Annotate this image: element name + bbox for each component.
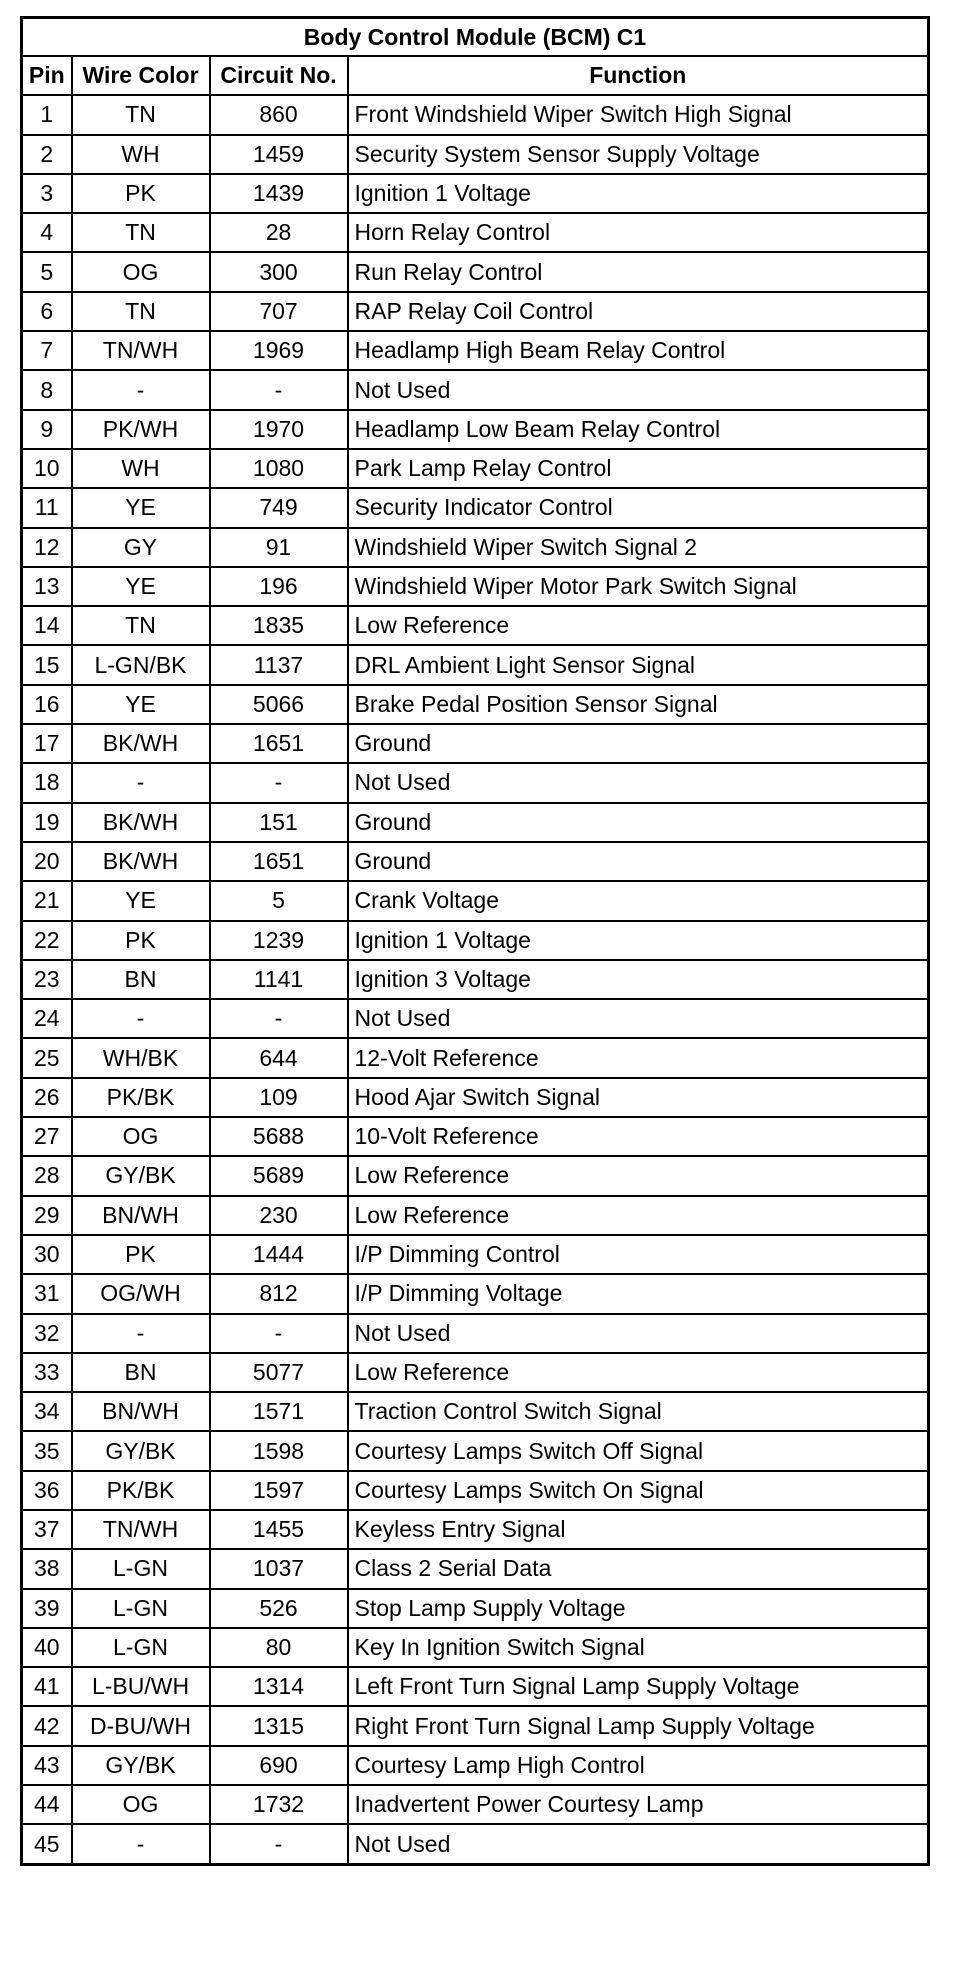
wire-color-cell: - <box>72 1314 210 1353</box>
wire-color-cell: YE <box>72 881 210 920</box>
wire-color-cell: PK/WH <box>72 410 210 449</box>
header-wire-color: Wire Color <box>72 56 210 95</box>
function-cell: Keyless Entry Signal <box>348 1510 929 1549</box>
circuit-cell: 644 <box>210 1038 348 1077</box>
circuit-cell: 1455 <box>210 1510 348 1549</box>
wire-color-cell: L-GN/BK <box>72 645 210 684</box>
pin-cell: 22 <box>22 921 72 960</box>
wire-color-cell: YE <box>72 685 210 724</box>
pin-cell: 34 <box>22 1392 72 1431</box>
function-cell: Right Front Turn Signal Lamp Supply Voltage <box>348 1706 929 1745</box>
pin-cell: 7 <box>22 331 72 370</box>
wire-color-cell: PK <box>72 921 210 960</box>
wire-color-cell: BN <box>72 960 210 999</box>
table-row <box>22 174 929 213</box>
table-row <box>22 1589 929 1628</box>
circuit-cell: 5066 <box>210 685 348 724</box>
wire-color-cell: TN <box>72 95 210 134</box>
circuit-cell: 28 <box>210 213 348 252</box>
wire-color-cell: PK <box>72 174 210 213</box>
function-cell: Low Reference <box>348 1196 929 1235</box>
pin-cell: 17 <box>22 724 72 763</box>
function-cell: Ground <box>348 803 929 842</box>
circuit-cell: 1141 <box>210 960 348 999</box>
pin-cell: 44 <box>22 1785 72 1824</box>
pin-cell: 23 <box>22 960 72 999</box>
wire-color-cell: - <box>72 763 210 802</box>
circuit-cell: 1315 <box>210 1706 348 1745</box>
wire-color-cell: TN <box>72 606 210 645</box>
function-cell: RAP Relay Coil Control <box>348 292 929 331</box>
table-row <box>22 528 929 567</box>
wire-color-cell: BK/WH <box>72 842 210 881</box>
table-row <box>22 960 929 999</box>
circuit-cell: - <box>210 999 348 1038</box>
wire-color-cell: YE <box>72 488 210 527</box>
circuit-cell: - <box>210 1314 348 1353</box>
table-row <box>22 95 929 134</box>
pin-cell: 10 <box>22 449 72 488</box>
function-cell: Park Lamp Relay Control <box>348 449 929 488</box>
circuit-cell: 5688 <box>210 1117 348 1156</box>
wire-color-cell: PK <box>72 1235 210 1274</box>
function-cell: Not Used <box>348 370 929 409</box>
header-function: Function <box>348 56 929 95</box>
table-row <box>22 1549 929 1588</box>
table-row <box>22 1471 929 1510</box>
table-header-row <box>22 56 929 95</box>
circuit-cell: 109 <box>210 1078 348 1117</box>
pin-cell: 35 <box>22 1431 72 1470</box>
circuit-cell: 1651 <box>210 842 348 881</box>
function-cell: Brake Pedal Position Sensor Signal <box>348 685 929 724</box>
table-row <box>22 1746 929 1785</box>
circuit-cell: 196 <box>210 567 348 606</box>
function-cell: Class 2 Serial Data <box>348 1549 929 1588</box>
circuit-cell: 1651 <box>210 724 348 763</box>
bcm-c1-pinout-table <box>20 16 930 1866</box>
wire-color-cell: OG <box>72 1785 210 1824</box>
header-pin: Pin <box>22 56 72 95</box>
function-cell: Headlamp Low Beam Relay Control <box>348 410 929 449</box>
circuit-cell: 5 <box>210 881 348 920</box>
circuit-cell: 1571 <box>210 1392 348 1431</box>
function-cell: Front Windshield Wiper Switch High Signal <box>348 95 929 134</box>
circuit-cell: 690 <box>210 1746 348 1785</box>
wire-color-cell: TN <box>72 292 210 331</box>
circuit-cell: 1598 <box>210 1431 348 1470</box>
pin-cell: 42 <box>22 1706 72 1745</box>
table-row <box>22 881 929 920</box>
function-cell: Crank Voltage <box>348 881 929 920</box>
pin-cell: 4 <box>22 213 72 252</box>
circuit-cell: 526 <box>210 1589 348 1628</box>
header-circuit-no: Circuit No. <box>210 56 348 95</box>
pin-cell: 21 <box>22 881 72 920</box>
table-row <box>22 252 929 291</box>
table-row <box>22 1706 929 1745</box>
table-row <box>22 488 929 527</box>
pin-cell: 28 <box>22 1156 72 1195</box>
circuit-cell: 300 <box>210 252 348 291</box>
pin-cell: 45 <box>22 1824 72 1864</box>
function-cell: Courtesy Lamps Switch Off Signal <box>348 1431 929 1470</box>
wire-color-cell: WH/BK <box>72 1038 210 1077</box>
circuit-cell: 749 <box>210 488 348 527</box>
function-cell: Ignition 1 Voltage <box>348 174 929 213</box>
circuit-cell: 860 <box>210 95 348 134</box>
wire-color-cell: L-GN <box>72 1628 210 1667</box>
pin-cell: 14 <box>22 606 72 645</box>
wire-color-cell: D-BU/WH <box>72 1706 210 1745</box>
table-row <box>22 1824 929 1864</box>
table-row <box>22 1274 929 1313</box>
circuit-cell: 230 <box>210 1196 348 1235</box>
pin-cell: 18 <box>22 763 72 802</box>
pin-cell: 39 <box>22 1589 72 1628</box>
pin-cell: 40 <box>22 1628 72 1667</box>
wire-color-cell: GY <box>72 528 210 567</box>
wire-color-cell: OG <box>72 252 210 291</box>
wire-color-cell: L-GN <box>72 1589 210 1628</box>
table-row <box>22 135 929 174</box>
function-cell: I/P Dimming Voltage <box>348 1274 929 1313</box>
table-row <box>22 449 929 488</box>
pin-cell: 30 <box>22 1235 72 1274</box>
pin-cell: 38 <box>22 1549 72 1588</box>
circuit-cell: 1970 <box>210 410 348 449</box>
wire-color-cell: GY/BK <box>72 1746 210 1785</box>
circuit-cell: 1239 <box>210 921 348 960</box>
wire-color-cell: OG/WH <box>72 1274 210 1313</box>
table-row <box>22 1078 929 1117</box>
wire-color-cell: YE <box>72 567 210 606</box>
pin-cell: 6 <box>22 292 72 331</box>
table-body <box>22 95 929 1864</box>
pin-cell: 36 <box>22 1471 72 1510</box>
pin-cell: 16 <box>22 685 72 724</box>
table-row <box>22 1392 929 1431</box>
function-cell: Not Used <box>348 1824 929 1864</box>
function-cell: Ignition 1 Voltage <box>348 921 929 960</box>
pin-cell: 43 <box>22 1746 72 1785</box>
table-row <box>22 292 929 331</box>
wire-color-cell: BN/WH <box>72 1392 210 1431</box>
function-cell: DRL Ambient Light Sensor Signal <box>348 645 929 684</box>
function-cell: Windshield Wiper Motor Park Switch Signal <box>348 567 929 606</box>
table-row <box>22 370 929 409</box>
function-cell: Ignition 3 Voltage <box>348 960 929 999</box>
wire-color-cell: PK/BK <box>72 1078 210 1117</box>
wire-color-cell: WH <box>72 449 210 488</box>
pin-cell: 33 <box>22 1353 72 1392</box>
circuit-cell: 5689 <box>210 1156 348 1195</box>
table-row <box>22 410 929 449</box>
pin-cell: 11 <box>22 488 72 527</box>
circuit-cell: 91 <box>210 528 348 567</box>
function-cell: Not Used <box>348 1314 929 1353</box>
wire-color-cell: BK/WH <box>72 724 210 763</box>
wire-color-cell: GY/BK <box>72 1156 210 1195</box>
table-row <box>22 803 929 842</box>
function-cell: Low Reference <box>348 1156 929 1195</box>
table-row <box>22 1117 929 1156</box>
pin-cell: 19 <box>22 803 72 842</box>
function-cell: Not Used <box>348 763 929 802</box>
function-cell: Windshield Wiper Switch Signal 2 <box>348 528 929 567</box>
table-row <box>22 685 929 724</box>
circuit-cell: 1037 <box>210 1549 348 1588</box>
wire-color-cell: - <box>72 1824 210 1864</box>
table-row <box>22 1038 929 1077</box>
table-row <box>22 1667 929 1706</box>
wire-color-cell: OG <box>72 1117 210 1156</box>
table-row <box>22 921 929 960</box>
pin-cell: 3 <box>22 174 72 213</box>
wire-color-cell: GY/BK <box>72 1431 210 1470</box>
table-row <box>22 567 929 606</box>
pin-cell: 20 <box>22 842 72 881</box>
function-cell: 12-Volt Reference <box>348 1038 929 1077</box>
circuit-cell: 1732 <box>210 1785 348 1824</box>
function-cell: Headlamp High Beam Relay Control <box>348 331 929 370</box>
wire-color-cell: BK/WH <box>72 803 210 842</box>
circuit-cell: 80 <box>210 1628 348 1667</box>
pin-cell: 8 <box>22 370 72 409</box>
wire-color-cell: WH <box>72 135 210 174</box>
function-cell: Hood Ajar Switch Signal <box>348 1078 929 1117</box>
pin-cell: 2 <box>22 135 72 174</box>
function-cell: Ground <box>348 724 929 763</box>
circuit-cell: 812 <box>210 1274 348 1313</box>
table-title: Body Control Module (BCM) C1 <box>22 18 929 57</box>
table-row <box>22 1431 929 1470</box>
circuit-cell: - <box>210 1824 348 1864</box>
pin-cell: 5 <box>22 252 72 291</box>
function-cell: Not Used <box>348 999 929 1038</box>
pin-cell: 27 <box>22 1117 72 1156</box>
pin-cell: 1 <box>22 95 72 134</box>
table-row <box>22 724 929 763</box>
function-cell: I/P Dimming Control <box>348 1235 929 1274</box>
pin-cell: 24 <box>22 999 72 1038</box>
function-cell: Low Reference <box>348 1353 929 1392</box>
circuit-cell: 151 <box>210 803 348 842</box>
table-row <box>22 1196 929 1235</box>
function-cell: Run Relay Control <box>348 252 929 291</box>
table-row <box>22 1156 929 1195</box>
circuit-cell: 1835 <box>210 606 348 645</box>
table-row <box>22 1628 929 1667</box>
circuit-cell: 1969 <box>210 331 348 370</box>
circuit-cell: 1597 <box>210 1471 348 1510</box>
function-cell: Security Indicator Control <box>348 488 929 527</box>
pin-cell: 26 <box>22 1078 72 1117</box>
function-cell: Courtesy Lamp High Control <box>348 1746 929 1785</box>
function-cell: Key In Ignition Switch Signal <box>348 1628 929 1667</box>
circuit-cell: - <box>210 370 348 409</box>
table-row <box>22 1785 929 1824</box>
circuit-cell: 1459 <box>210 135 348 174</box>
circuit-cell: 1439 <box>210 174 348 213</box>
table-row <box>22 1353 929 1392</box>
wire-color-cell: TN/WH <box>72 331 210 370</box>
table-row <box>22 1314 929 1353</box>
function-cell: 10-Volt Reference <box>348 1117 929 1156</box>
pin-cell: 37 <box>22 1510 72 1549</box>
function-cell: Left Front Turn Signal Lamp Supply Voltage <box>348 1667 929 1706</box>
pin-cell: 29 <box>22 1196 72 1235</box>
pin-cell: 9 <box>22 410 72 449</box>
function-cell: Ground <box>348 842 929 881</box>
table-row <box>22 1235 929 1274</box>
pin-cell: 12 <box>22 528 72 567</box>
wire-color-cell: BN <box>72 1353 210 1392</box>
table-title-row <box>22 18 929 57</box>
table-row <box>22 213 929 252</box>
function-cell: Inadvertent Power Courtesy Lamp <box>348 1785 929 1824</box>
table-row <box>22 763 929 802</box>
wire-color-cell: - <box>72 370 210 409</box>
circuit-cell: 5077 <box>210 1353 348 1392</box>
wire-color-cell: L-GN <box>72 1549 210 1588</box>
table-row <box>22 645 929 684</box>
function-cell: Stop Lamp Supply Voltage <box>348 1589 929 1628</box>
function-cell: Security System Sensor Supply Voltage <box>348 135 929 174</box>
table-row <box>22 331 929 370</box>
pin-cell: 41 <box>22 1667 72 1706</box>
circuit-cell: 1080 <box>210 449 348 488</box>
wire-color-cell: PK/BK <box>72 1471 210 1510</box>
function-cell: Low Reference <box>348 606 929 645</box>
pin-cell: 32 <box>22 1314 72 1353</box>
pin-cell: 31 <box>22 1274 72 1313</box>
table-row <box>22 999 929 1038</box>
wire-color-cell: - <box>72 999 210 1038</box>
circuit-cell: 1314 <box>210 1667 348 1706</box>
function-cell: Traction Control Switch Signal <box>348 1392 929 1431</box>
wire-color-cell: L-BU/WH <box>72 1667 210 1706</box>
function-cell: Courtesy Lamps Switch On Signal <box>348 1471 929 1510</box>
circuit-cell: - <box>210 763 348 802</box>
function-cell: Horn Relay Control <box>348 213 929 252</box>
circuit-cell: 1444 <box>210 1235 348 1274</box>
table-row <box>22 842 929 881</box>
wire-color-cell: BN/WH <box>72 1196 210 1235</box>
table-row <box>22 1510 929 1549</box>
pin-cell: 13 <box>22 567 72 606</box>
pin-cell: 15 <box>22 645 72 684</box>
wire-color-cell: TN <box>72 213 210 252</box>
circuit-cell: 707 <box>210 292 348 331</box>
pin-cell: 25 <box>22 1038 72 1077</box>
wire-color-cell: TN/WH <box>72 1510 210 1549</box>
table-row <box>22 606 929 645</box>
circuit-cell: 1137 <box>210 645 348 684</box>
